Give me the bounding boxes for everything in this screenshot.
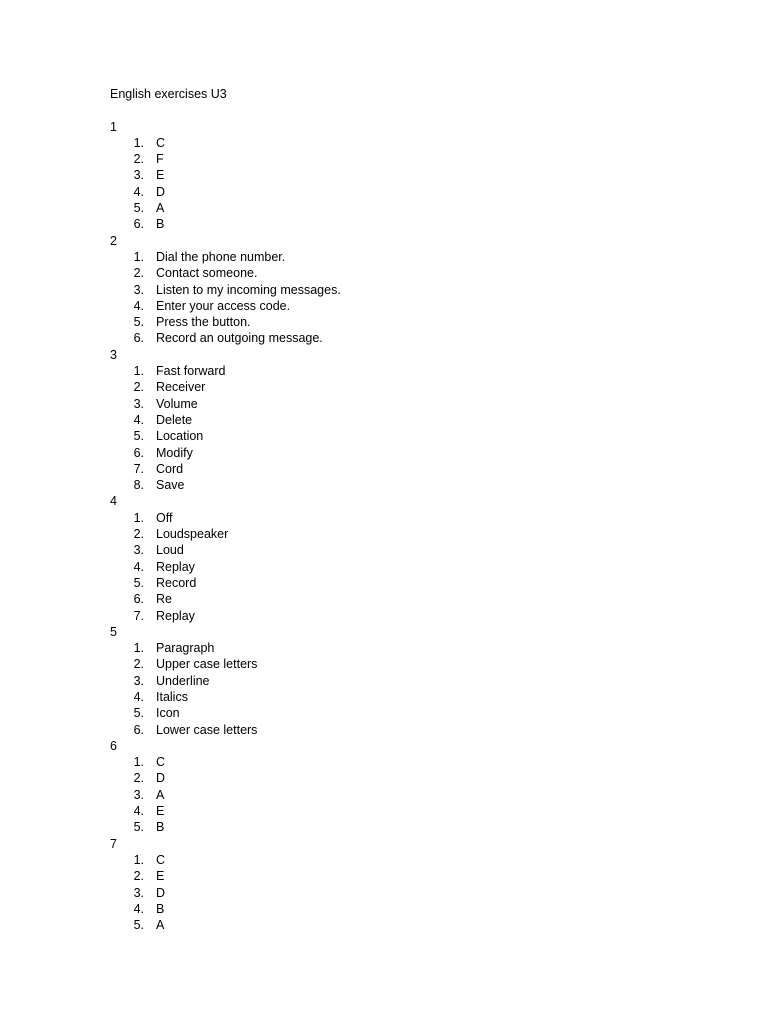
list-item — [110, 265, 670, 281]
item-text: A — [156, 787, 165, 802]
answer-list — [110, 135, 670, 233]
item-text: Underline — [156, 673, 210, 688]
list-item — [110, 673, 670, 689]
exercise-section — [110, 233, 670, 347]
list-item — [110, 200, 670, 216]
list-item — [110, 705, 670, 721]
list-item — [110, 559, 670, 575]
list-item — [110, 396, 670, 412]
item-text: Modify — [156, 445, 193, 460]
item-number: 4. — [133, 901, 144, 916]
exercise-section — [110, 493, 670, 623]
answer-list — [110, 249, 670, 347]
item-number: 8. — [133, 478, 144, 493]
item-number: 2. — [133, 527, 144, 542]
item-text: Contact someone. — [156, 266, 258, 281]
item-text: D — [156, 771, 166, 786]
item-text: Replay — [156, 608, 195, 623]
item-text: Enter your access code. — [156, 298, 291, 313]
item-number: 5. — [133, 429, 144, 444]
item-number: 2. — [133, 771, 144, 786]
list-item — [110, 216, 670, 232]
list-item — [110, 477, 670, 493]
answer-list — [110, 640, 670, 738]
answer-list — [110, 363, 670, 493]
item-number: 5. — [133, 575, 144, 590]
item-text: Paragraph — [156, 641, 215, 656]
list-item — [110, 445, 670, 461]
item-number: 2. — [133, 380, 144, 395]
item-number: 1. — [133, 510, 144, 525]
list-item — [110, 135, 670, 151]
section-number: 1 — [110, 119, 117, 134]
item-number: 6. — [133, 331, 144, 346]
item-number: 1. — [133, 852, 144, 867]
list-item — [110, 689, 670, 705]
list-item — [110, 754, 670, 770]
list-item — [110, 526, 670, 542]
list-item — [110, 575, 670, 591]
section-number: 7 — [110, 836, 117, 851]
item-text: D — [156, 184, 166, 199]
item-text: Location — [156, 429, 204, 444]
list-item — [110, 151, 670, 167]
item-number: 3. — [133, 543, 144, 558]
list-item — [110, 722, 670, 738]
list-item — [110, 184, 670, 200]
list-item — [110, 461, 670, 477]
item-number: 5. — [133, 706, 144, 721]
item-number: 3. — [133, 396, 144, 411]
item-text: Replay — [156, 559, 195, 574]
item-text: B — [156, 901, 165, 916]
item-text: Listen to my incoming messages. — [156, 282, 341, 297]
item-text: Upper case letters — [156, 657, 258, 672]
item-text: Lower case letters — [156, 722, 258, 737]
list-item — [110, 167, 670, 183]
list-item — [110, 885, 670, 901]
exercise-sections — [110, 119, 670, 934]
item-text: Press the button. — [156, 315, 251, 330]
item-number: 4. — [133, 689, 144, 704]
answer-list — [110, 510, 670, 624]
item-text: E — [156, 869, 165, 884]
item-number: 2. — [133, 869, 144, 884]
item-number: 6. — [133, 217, 144, 232]
item-text: Save — [156, 478, 185, 493]
item-text: Icon — [156, 706, 180, 721]
item-text: Re — [156, 592, 172, 607]
item-text: Loudspeaker — [156, 527, 229, 542]
list-item — [110, 330, 670, 346]
item-text: Dial the phone number. — [156, 249, 286, 264]
item-number: 1. — [133, 135, 144, 150]
section-number: 2 — [110, 233, 117, 248]
item-text: Cord — [156, 461, 184, 476]
section-number: 4 — [110, 494, 117, 509]
item-text: Record — [156, 575, 197, 590]
item-number: 3. — [133, 673, 144, 688]
exercise-section — [110, 836, 670, 934]
list-item — [110, 363, 670, 379]
item-number: 1. — [133, 755, 144, 770]
list-item — [110, 314, 670, 330]
list-item — [110, 510, 670, 526]
item-text: E — [156, 168, 165, 183]
item-number: 2. — [133, 266, 144, 281]
item-number: 2. — [133, 657, 144, 672]
item-text: Record an outgoing message. — [156, 331, 323, 346]
section-number: 5 — [110, 624, 117, 639]
item-text: D — [156, 885, 166, 900]
item-number: 4. — [133, 184, 144, 199]
item-number: 6. — [133, 592, 144, 607]
item-number: 5. — [133, 820, 144, 835]
item-number: 6. — [133, 445, 144, 460]
item-text: Italics — [156, 689, 188, 704]
item-text: F — [156, 152, 164, 167]
answer-list — [110, 754, 670, 835]
section-number: 6 — [110, 738, 117, 753]
list-item — [110, 249, 670, 265]
list-item — [110, 770, 670, 786]
item-number: 4. — [133, 412, 144, 427]
item-number: 7. — [133, 608, 144, 623]
list-item — [110, 852, 670, 868]
item-text: Volume — [156, 396, 198, 411]
item-number: 1. — [133, 641, 144, 656]
list-item — [110, 608, 670, 624]
item-number: 4. — [133, 804, 144, 819]
list-item — [110, 656, 670, 672]
list-item — [110, 803, 670, 819]
list-item — [110, 412, 670, 428]
list-item — [110, 282, 670, 298]
document-body — [110, 86, 670, 933]
item-number: 4. — [133, 559, 144, 574]
item-number: 5. — [133, 315, 144, 330]
list-item — [110, 542, 670, 558]
item-number: 5. — [133, 201, 144, 216]
list-item — [110, 819, 670, 835]
item-text: C — [156, 852, 166, 867]
item-number: 3. — [133, 885, 144, 900]
item-text: B — [156, 217, 165, 232]
item-text: C — [156, 755, 166, 770]
list-item — [110, 591, 670, 607]
exercise-section — [110, 624, 670, 738]
list-item — [110, 787, 670, 803]
item-text: C — [156, 135, 166, 150]
item-number: 4. — [133, 298, 144, 313]
item-text: Receiver — [156, 380, 206, 395]
item-text: E — [156, 804, 165, 819]
item-number: 3. — [133, 168, 144, 183]
list-item — [110, 917, 670, 933]
item-text: A — [156, 201, 165, 216]
item-number: 6. — [133, 722, 144, 737]
item-number: 1. — [133, 364, 144, 379]
item-text: B — [156, 820, 165, 835]
item-text: Off — [156, 510, 173, 525]
exercise-section — [110, 119, 670, 233]
list-item — [110, 901, 670, 917]
item-text: A — [156, 918, 165, 933]
list-item — [110, 379, 670, 395]
list-item — [110, 428, 670, 444]
item-number: 2. — [133, 152, 144, 167]
item-number: 1. — [133, 249, 144, 264]
answer-list — [110, 852, 670, 933]
item-text: Fast forward — [156, 364, 226, 379]
item-text: Delete — [156, 412, 193, 427]
item-number: 5. — [133, 918, 144, 933]
exercise-section — [110, 738, 670, 836]
list-item — [110, 868, 670, 884]
document-title: English exercises U3 — [110, 87, 227, 101]
item-number: 3. — [133, 282, 144, 297]
exercise-section — [110, 347, 670, 494]
list-item — [110, 298, 670, 314]
item-number: 3. — [133, 787, 144, 802]
list-item — [110, 640, 670, 656]
section-number: 3 — [110, 347, 117, 362]
item-number: 7. — [133, 461, 144, 476]
item-text: Loud — [156, 543, 184, 558]
